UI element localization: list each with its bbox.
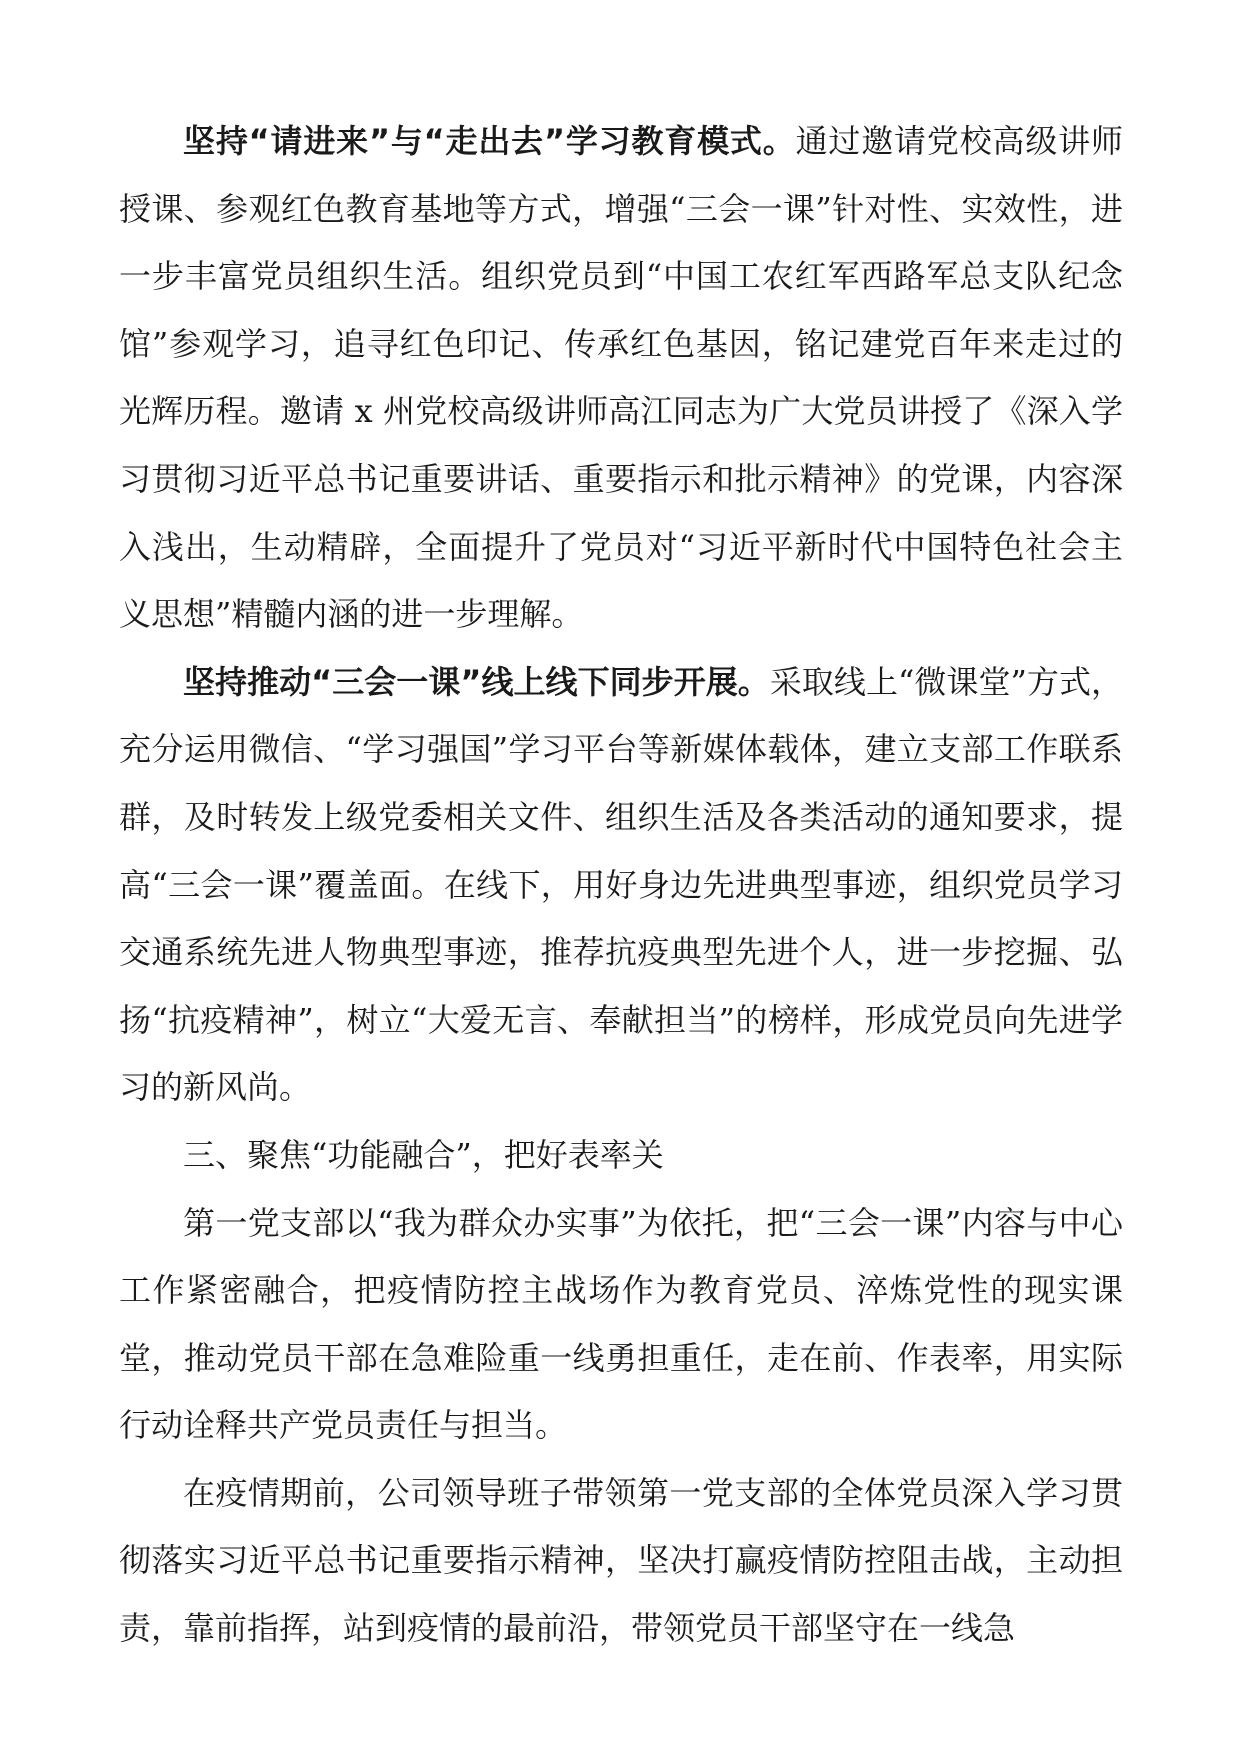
- paragraph-invite-and-go-out: [119, 108, 1123, 649]
- paragraph-text: 通过邀请党校高级讲师授课、参观红色教育基地等方式，增强“三会一课”针对性、实效性，进一步丰富党员组织生活。组织党员到“中国工农红军西路军总支队纪念馆”参观学习，追寻红色印记、传承红色基因，铭记建党百年来走过的光辉历程。邀请 x 州党校高级讲师高江同志为广大党员讲授了《深入学习贯彻习近平总书记重要讲话、重要指示和批示精神》的党课，内容深入浅出，生动精辟，全面提升了党员对“习近平新时代中国特色社会主义思想”精髓内涵的进一步理解。: [119, 122, 1123, 634]
- paragraph-body: 第一党支部以“我为群众办实事”为依托，把“三会一课”内容与中心工作紧密融合，把疫情防控主战场作为教育党员、淬炼党性的现实课堂，推动党员干部在急难险重一线勇担重任，走在前、作表率，用实际行动诠释共产党员责任与担当。: [119, 1203, 1123, 1445]
- paragraph-online-offline: [119, 649, 1123, 1122]
- paragraph-lead-heading: 坚持“请进来”与“走出去”学习教育模式。: [183, 122, 796, 160]
- section-heading: 三、聚焦“功能融合”，把好表率关: [183, 1135, 664, 1174]
- paragraph-lead-heading: 坚持推动“三会一课”线上线下同步开展。: [183, 662, 770, 701]
- paragraph-text: 采取线上“微课堂”方式，充分运用微信、“学习强国”学习平台等新媒体载体，建立支部工作联系群，及时转发上级党委相关文件、组织生活及各类活动的通知要求，提高“三会一课”覆盖面。在线下，用好身边先进典型事迹，组织党员学习交通系统先进人物典型事迹，推荐抗疫典型先进个人，进一步挖掘、弘扬“抗疫精神”，树立“大爱无言、奉献担当”的榜样，形成党员向先进学习的新风尚。: [119, 662, 1123, 1107]
- document-body: [119, 108, 1123, 1663]
- paragraph-body: 在疫情期前，公司领导班子带领第一党支部的全体党员深入学习贯彻落实习近平总书记重要指示精神，坚决打赢疫情防控阻击战，主动担责，靠前指挥，站到疫情的最前沿，带领党员干部坚守在一线急: [119, 1473, 1123, 1648]
